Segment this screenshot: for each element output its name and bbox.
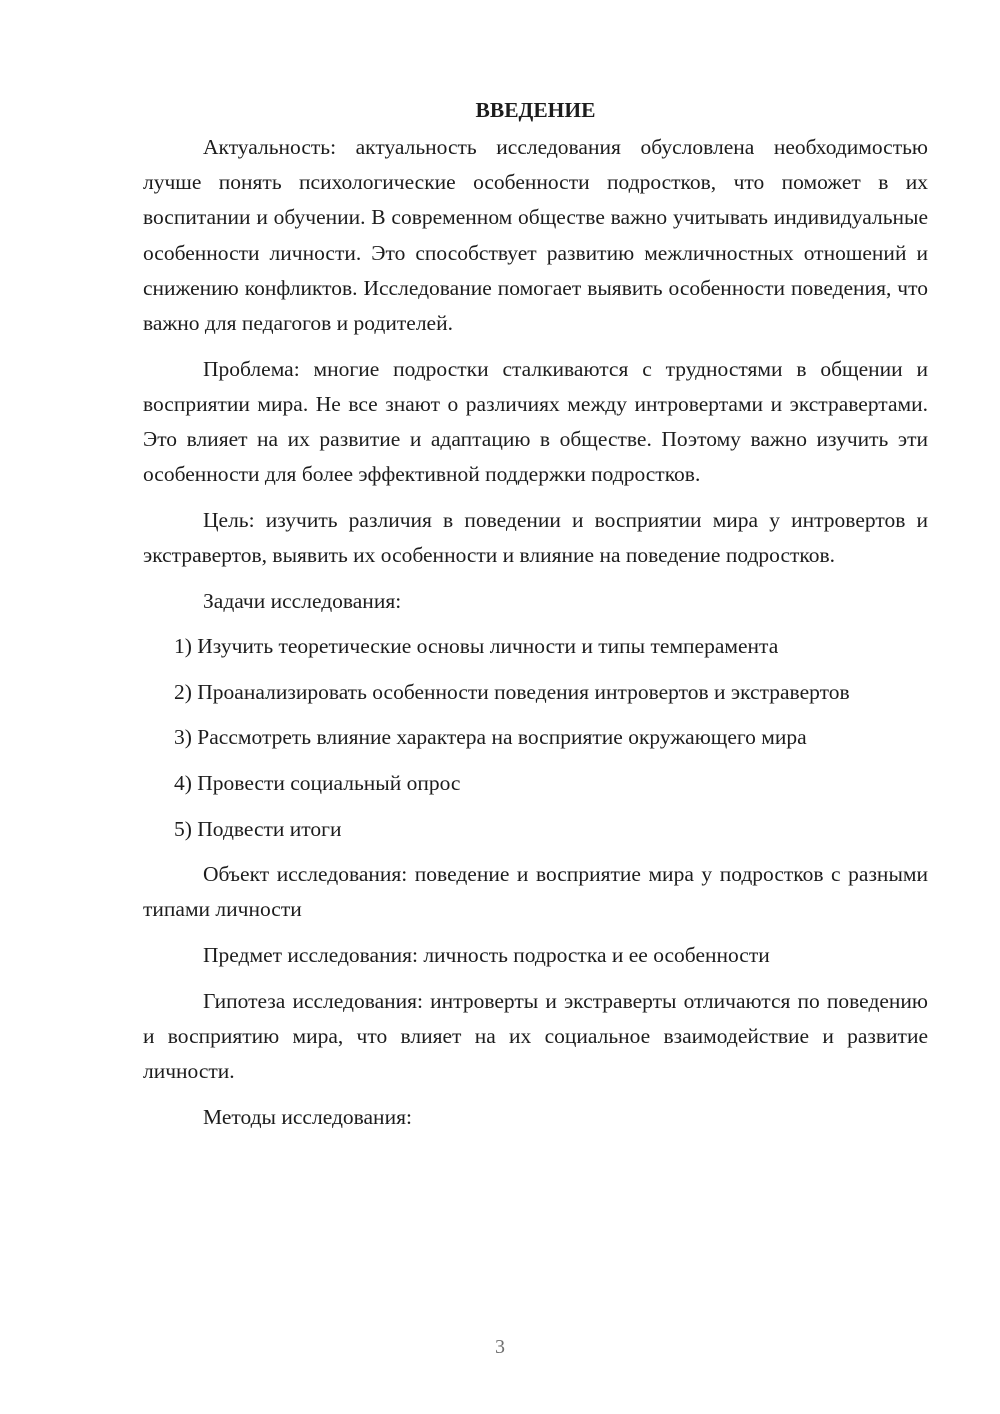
hypothesis-paragraph: Гипотеза исследования: интроверты и экстраверты отличаются по поведению и восприятию мира, что влияет на их социальное взаимодействие и развитие личности.: [143, 988, 928, 1083]
page-content: [143, 93, 928, 1145]
research-subject-paragraph: Предмет исследования: личность подростка и ее особенности: [203, 942, 770, 967]
methods-heading: Методы исследования:: [203, 1104, 412, 1129]
section-title: ВВЕДЕНИЕ: [475, 98, 596, 122]
tasks-heading: Задачи исследования:: [203, 588, 402, 613]
task-item: 5) Подвести итоги: [174, 816, 342, 841]
task-item: 1) Изучить теоретические основы личности и типы темперамента: [174, 634, 779, 659]
page-number: 3: [495, 1336, 505, 1358]
goal-paragraph: Цель: изучить различия в поведении и восприятии мира у интровертов и экстравертов, выявить их особенности и влияние на поведение подростков.: [143, 507, 928, 568]
task-item: 2) Проанализировать особенности поведения интровертов и экстравертов: [174, 679, 850, 704]
relevance-paragraph: Актуальность: актуальность исследования обусловлена необходимостью лучше понять психологические особенности подростков, что поможет в их воспитании и обучении. В современном обществе важно учитывать индивидуальные особенности личности. Это способствует развитию межличностных отношений и снижению конфликтов. Исследование помогает выявить особенности поведения, что важно для педагогов и родителей.: [143, 135, 928, 336]
task-item: 3) Рассмотреть влияние характера на восприятие окружающего мира: [174, 725, 807, 750]
task-item: 4) Провести социальный опрос: [174, 770, 461, 795]
problem-paragraph: Проблема: многие подростки сталкиваются с трудностями в общении и восприятии мира. Не все знают о различиях между интровертами и экстравертами. Это влияет на их развитие и адаптацию в обществе. Поэтому важно изучить эти особенности для более эффективной поддержки подростков.: [143, 356, 928, 487]
research-object-paragraph: Объект исследования: поведение и восприятие мира у подростков с разными типами личности: [143, 862, 928, 922]
